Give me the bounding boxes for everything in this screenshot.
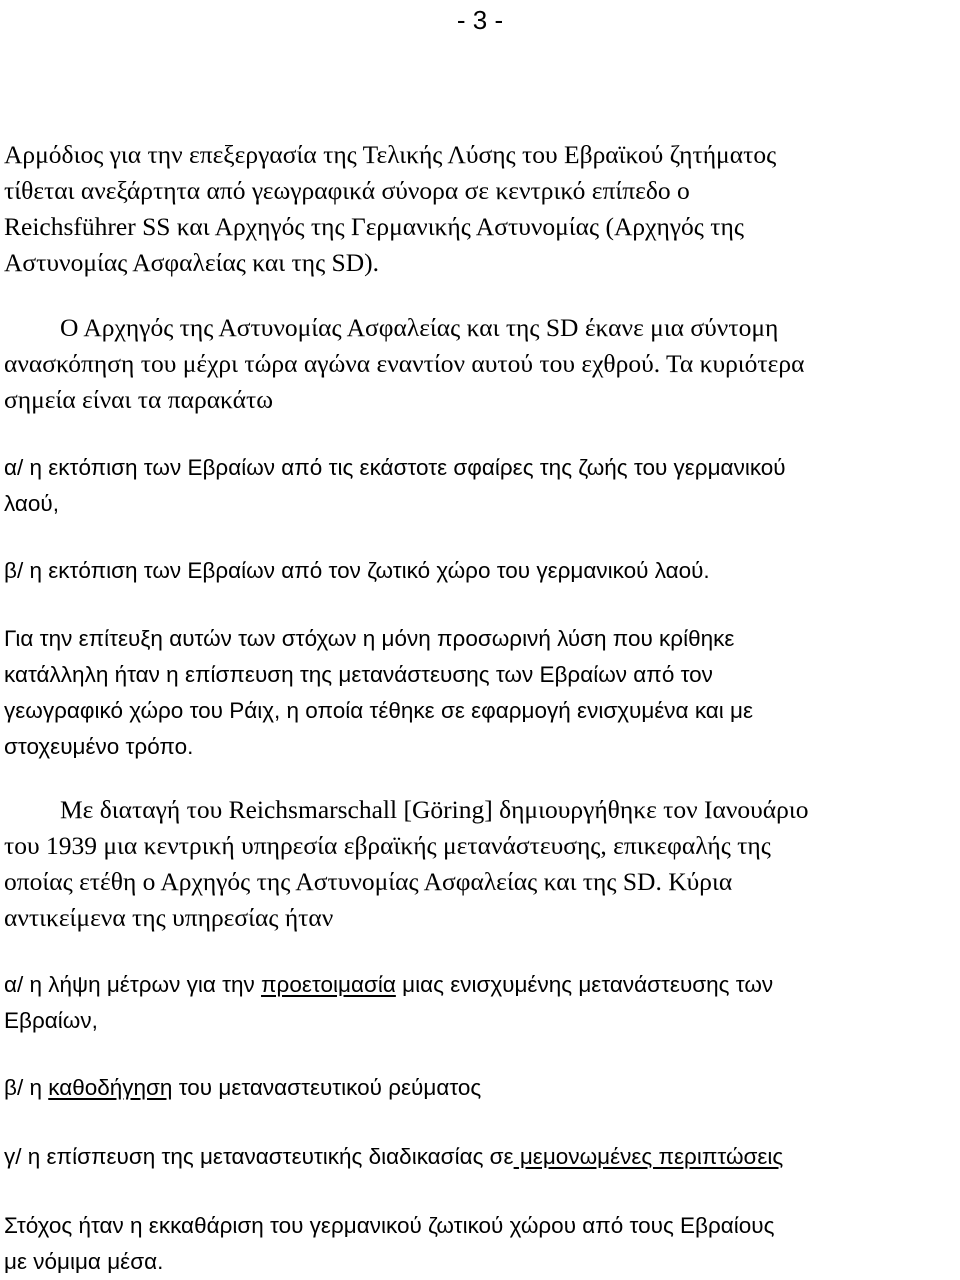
office-task-a [4, 967, 956, 1039]
paragraph-central-office [4, 792, 956, 936]
text-line: τίθεται ανεξάρτητα από γεωγραφικά σύνορα σε κεντρικό επίπεδο ο [4, 176, 690, 205]
office-task-c [4, 1139, 956, 1175]
text-line: κατάλληλη ήταν η επίσπευση της μετανάστευσης των Εβραίων από τον [4, 662, 713, 687]
paragraph-overview [4, 310, 956, 418]
text-line [4, 346, 956, 382]
text-segment: οποίας ετέθη ο Αρχηγός της Αστυνομίας Ασφαλείας και της SD. [4, 867, 662, 896]
text-segment: μιας ενισχυμένης μετανάστευσης των [402, 972, 774, 997]
text-segment: Τα κυριότερα [666, 349, 805, 378]
text-line [4, 864, 956, 900]
page-number: - 3 - [456, 5, 504, 35]
paragraph-goal [4, 1208, 956, 1280]
paragraph-responsibility [4, 137, 956, 281]
underlined-term: προετοιμασία [261, 972, 396, 997]
text-line: β/ η εκτόπιση των Εβραίων από τον ζωτικό χώρο του γερμανικού λαού. [4, 558, 710, 583]
text-line: του 1939 μια κεντρική υπηρεσία εβραϊκής μετανάστευσης, επικεφαλής της [4, 831, 771, 860]
text-segment: α/ η λήψη μέτρων για την [4, 972, 255, 997]
text-line: Reichsführer SS και Αρχηγός της Γερμανικής Αστυνομίας (Αρχηγός της [4, 212, 744, 241]
text-line: Αρμόδιος για την επεξεργασία της Τελικής Λύσης του Εβραϊκού ζητήματος [4, 140, 777, 169]
text-segment: Κύρια [668, 867, 733, 896]
text-line: Στόχος ήταν η εκκαθάριση του γερμανικού ζωτικού χώρου από τους Εβραίους [4, 1213, 775, 1238]
text-line: αντικείμενα της υπηρεσίας ήταν [4, 903, 334, 932]
text-line [4, 1070, 956, 1106]
text-line: Αστυνομίας Ασφαλείας και της SD). [4, 248, 380, 277]
text-line: Εβραίων, [4, 1008, 98, 1033]
text-line: σημεία είναι τα παρακάτω [4, 385, 274, 414]
text-line: Ο Αρχηγός της Αστυνομίας Ασφαλείας και της SD έκανε μια σύντομη [60, 313, 779, 342]
text-line: Για την επίτευξη αυτών των στόχων η μόνη προσωρινή λύση που κρίθηκε [4, 626, 735, 651]
underlined-term: μεμονωμένες περιπτώσεις [513, 1144, 784, 1169]
text-segment: ανασκόπηση του μέχρι τώρα αγώνα εναντίον αυτού του εχθρού. [4, 349, 661, 378]
text-line: γεωγραφικό χώρο του Ράιχ, η οποία τέθηκε σε εφαρμογή ενισχυμένα και με [4, 698, 754, 723]
text-segment: γ/ η επίσπευση της μεταναστευτικής διαδικασίας σε [4, 1144, 514, 1169]
underlined-term: καθοδήγηση [48, 1075, 173, 1100]
text-line [4, 1139, 956, 1175]
text-line: με νόμιμα μέσα. [4, 1249, 164, 1274]
text-line: λαού, [4, 491, 59, 516]
list-item-a [4, 450, 956, 522]
paragraph-emigration [4, 621, 956, 765]
office-task-b [4, 1070, 956, 1106]
text-line: στοχευμένο τρόπο. [4, 734, 194, 759]
list-item-b [4, 553, 956, 589]
text-line: Με διαταγή του Reichsmarschall [Göring] δημιουργήθηκε τον Ιανουάριο [60, 795, 809, 824]
text-segment: του μεταναστευτικού ρεύματος [178, 1075, 482, 1100]
text-line [4, 967, 956, 1003]
text-segment: β/ η [4, 1075, 42, 1100]
text-line: α/ η εκτόπιση των Εβραίων από τις εκάστοτε σφαίρες της ζωής του γερμανικού [4, 455, 786, 480]
